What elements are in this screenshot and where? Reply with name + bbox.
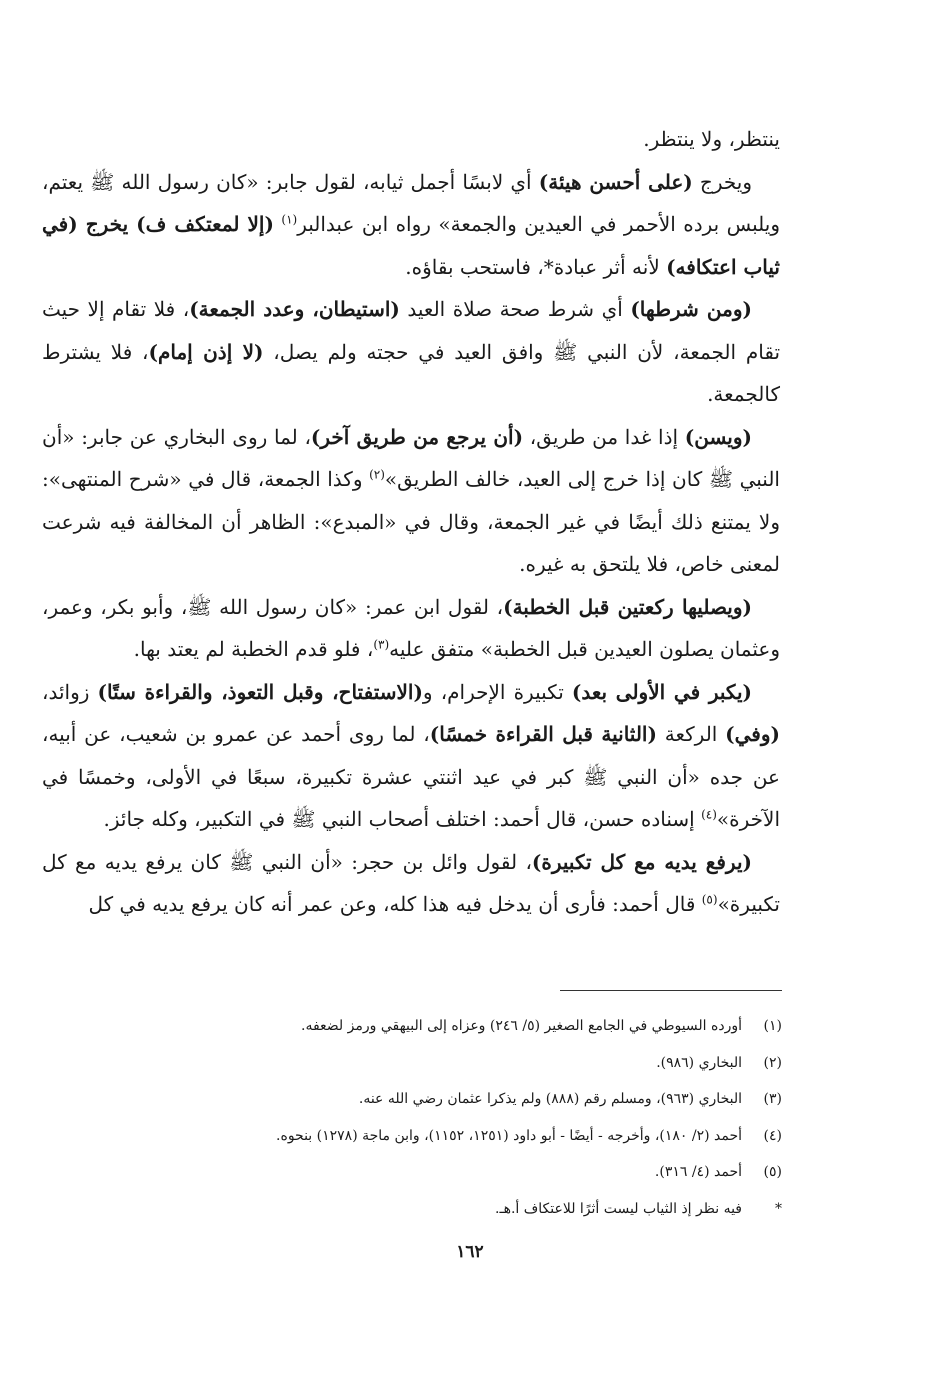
footnote-number: * — [775, 1200, 782, 1217]
paragraph — [42, 161, 780, 289]
text-run: الركعة — [656, 722, 726, 746]
text-run: ، فلو قدم الخطبة لم يعتد بها. — [133, 637, 374, 661]
bold-run: (إلا لمعتكف ف) يخرج (في ثياب اعتكافه) — [42, 212, 780, 279]
text-run: أي شرط صحة صلاة العيد — [399, 297, 631, 321]
footnote-text: أورده السيوطي في الجامع الصغير (٥/ ٢٤٦) وعزاه إلى البيهقي ورمز لضعفه. — [301, 1018, 742, 1034]
footnote-number: (٤) — [763, 1127, 782, 1144]
footnote — [60, 1045, 782, 1082]
bold-run: (ويصليها ركعتين قبل الخطبة) — [503, 594, 752, 619]
text-run: ، لما روى أحمد عن عمرو بن شعيب، عن أبيه، عن جده «أن النبي ﷺ كبر في عيد اثنتي عشرة تكبيرة، سبعًا في الأولى، وخمسًا في الآخرة» — [42, 722, 780, 831]
main-text — [42, 118, 780, 926]
footnote-text: البخاري (٩٦٣)، ومسلم رقم (٨٨٨) ولم يذكرا عثمان رضي الله عنه. — [358, 1091, 742, 1107]
text-run: ، لقول وائل بن حجر: «أن النبي ﷺ كان يرفع يديه مع كل تكبيرة» — [42, 849, 780, 916]
footnote-text: فيه نظر إذ الثياب ليست أثرًا للاعتكاف أ.هـ. — [495, 1200, 742, 1217]
footnote-ref: (٣) — [373, 637, 390, 652]
bold-run: (يكبر في الأولى بعد) — [571, 679, 752, 704]
footnote — [60, 1118, 782, 1155]
paragraph — [42, 671, 780, 841]
text-run: لأنه أثر عبادة*، فاستحب بقاؤه. — [405, 254, 667, 279]
footnote-divider — [560, 990, 782, 991]
bold-run: (يرفع يديه مع كل تكبيرة) — [531, 849, 752, 874]
footnote — [60, 1191, 782, 1228]
footnote-ref: (١) — [281, 212, 298, 227]
bold-run: (ويسن) — [684, 424, 752, 449]
paragraph — [42, 841, 780, 926]
footnote — [60, 1154, 782, 1191]
text-run: أي لابسًا أجمل ثيابه، لقول جابر: «كان رسول الله ﷺ يعتم، ويلبس برده الأحمر في العيدين والجمعة» رواه ابن عبدالبر — [42, 169, 780, 236]
text-run: إسناده حسن، قال أحمد: اختلف أصحاب النبي ﷺ في التكبير، وكله جائز. — [103, 807, 702, 831]
bold-run: (ومن شرطها) — [630, 297, 752, 321]
footnotes — [60, 1008, 782, 1227]
paragraph — [42, 416, 780, 586]
text-run: تكبيرة الإحرام، و — [422, 679, 572, 704]
footnote-number: (٥) — [763, 1164, 782, 1180]
text-run: وكذا الجمعة، قال في «شرح المنتهى»: ولا يمتنع ذلك أيضًا في غير الجمعة، وقال في «المبدع»: الظاهر أن المخالفة فيه شرعت لمعنى خاص، فلا يلتحق به غيره. — [42, 467, 780, 576]
text-run: زوائد، — [42, 679, 98, 704]
page-number: ١٦٢ — [456, 1242, 484, 1262]
text-run: قال أحمد: فأرى أن يدخل فيه هذا كله، وعن عمر أنه كان يرفع يديه في كل — [88, 892, 702, 916]
footnote — [60, 1081, 782, 1118]
text-run: ويخرج — [692, 169, 753, 194]
footnote-text: البخاري (٩٨٦). — [656, 1054, 742, 1071]
bold-run: (أن يرجع من طريق آخر) — [310, 424, 524, 449]
bold-run: (لا إذن إمام) — [148, 339, 264, 364]
text-run: ، فلا يشترط كالجمعة. — [42, 339, 780, 406]
footnote-ref: (٤) — [701, 807, 717, 822]
paragraph — [42, 288, 780, 416]
footnote-ref: (٥) — [701, 892, 718, 907]
footnote-text: أحمد (٢/ ١٨٠)، وأخرجه - أيضًا - أبو داود (١٢٥١، ١١٥٢)، وابن ماجة (١٢٧٨) بنحوه. — [276, 1127, 742, 1144]
text-run: إذا غدا من طريق، — [523, 424, 685, 449]
text-run: ، لما روى البخاري عن جابر: «أن النبي ﷺ كان إذا خرج إلى العيد، خالف الطريق» — [42, 424, 780, 491]
bold-run: (الاستفتاح، وقبل التعوذ، والقراءة ستًا) — [97, 679, 423, 704]
footnote-ref: (٢) — [369, 467, 385, 482]
bold-run: (على أحسن هيئة) — [538, 169, 693, 194]
footnote-number: (٢) — [763, 1054, 782, 1071]
footnote-number: (١) — [763, 1018, 782, 1034]
text-run: ينتظر، ولا ينتظر. — [643, 127, 780, 151]
footnote-number: (٣) — [763, 1091, 782, 1107]
bold-run: (وفي) — [725, 722, 780, 746]
paragraph — [42, 586, 780, 671]
paragraph — [42, 118, 780, 161]
footnote-text: أحمد (٤/ ٣١٦). — [654, 1164, 742, 1180]
bold-run: (استيطان، وعدد الجمعة) — [189, 297, 400, 321]
text-run: ، فلا تقام إلا حيث تقام الجمعة، لأن النبي ﷺ وافق العيد في حجته ولم يصل، — [42, 297, 781, 364]
bold-run: (الثانية قبل القراءة خمسًا) — [429, 722, 657, 746]
footnote — [60, 1008, 782, 1045]
text-run: ، لقول ابن عمر: «كان رسول الله ﷺ، وأبو بكر، وعمر، وعثمان يصلون العيدين قبل الخطبة» متفق عليه — [42, 594, 780, 661]
